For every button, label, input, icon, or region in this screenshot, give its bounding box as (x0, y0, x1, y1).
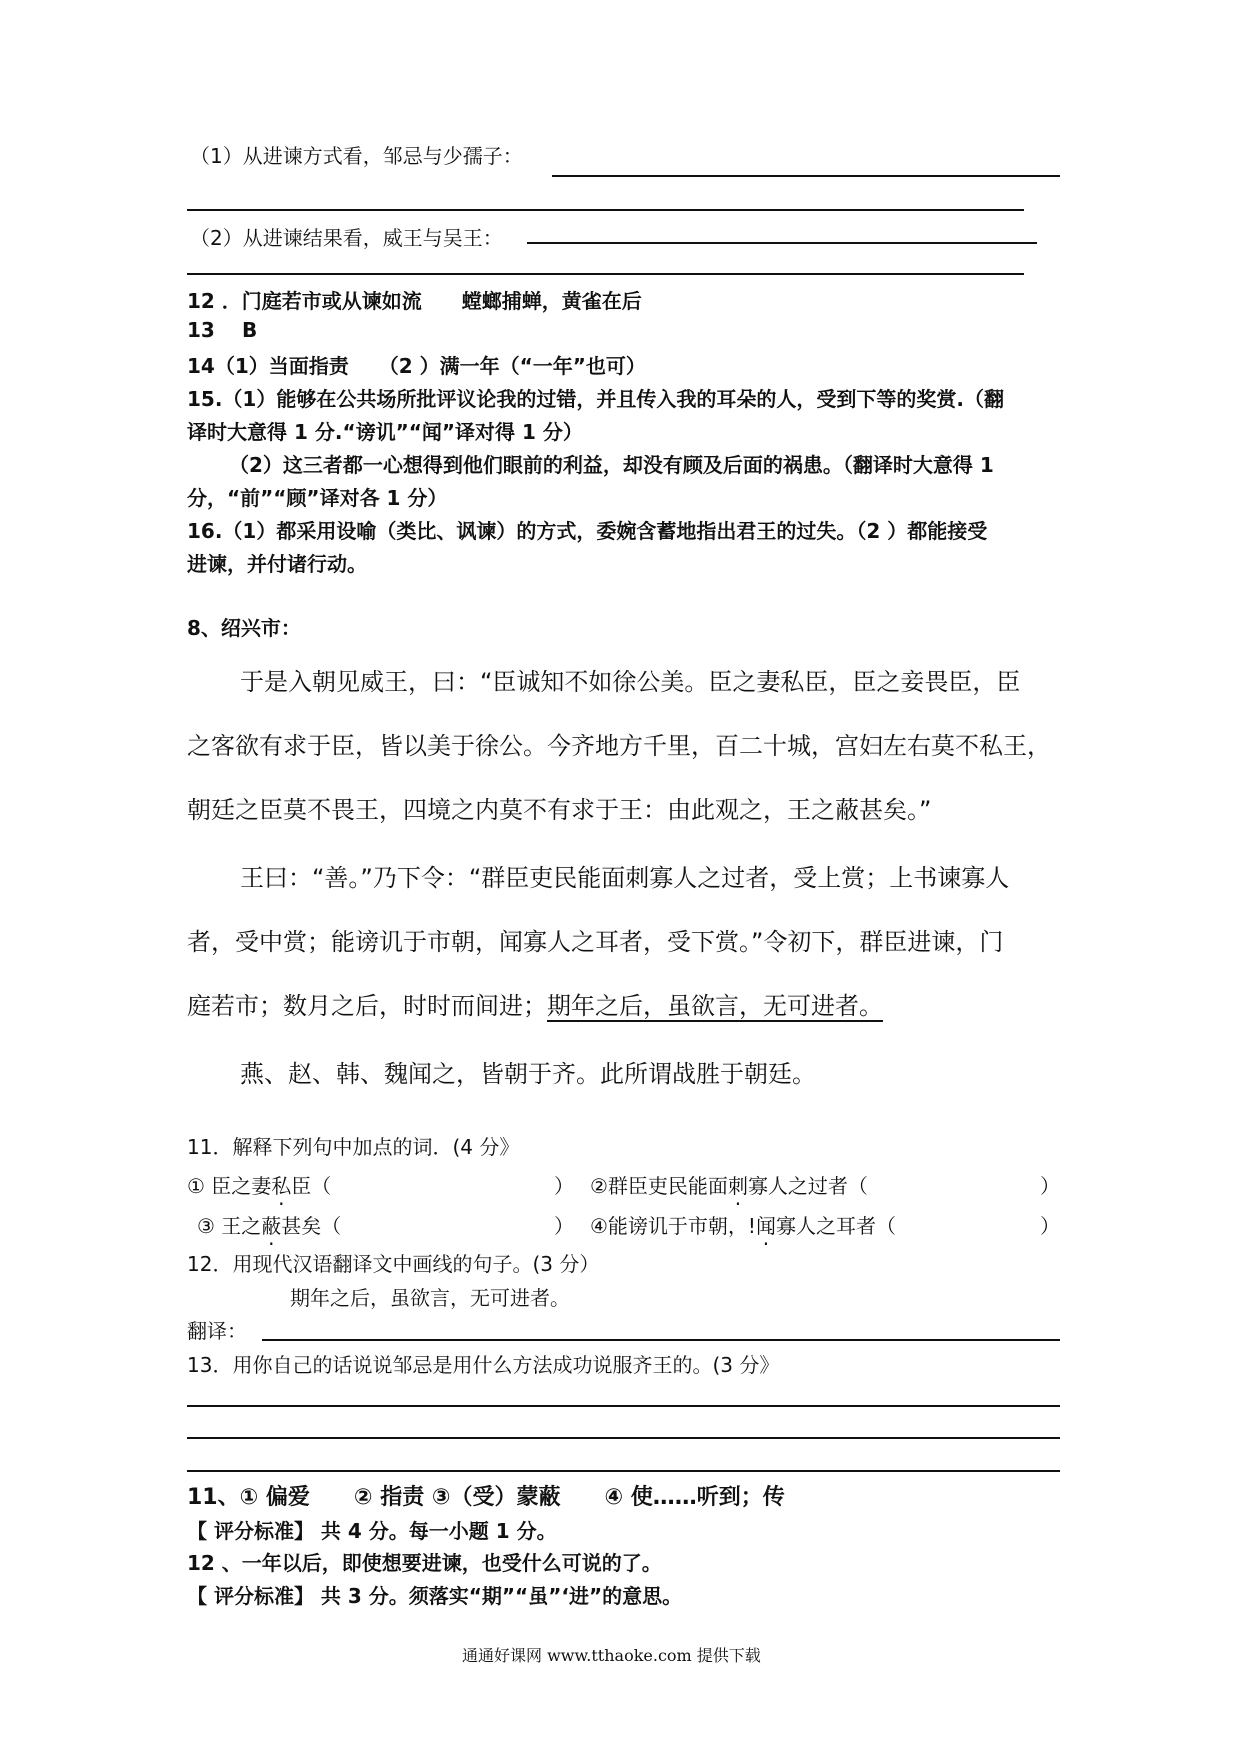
answer-15-line1: 15.（1）能够在公共场所批评议论我的过错，并且传入我的耳朵的人，受到下等的奖赏.（翻 (187, 387, 1004, 411)
answer-15-line2: 译时大意得 1 分.“谤讥”“闻”译对得 1 分） (187, 420, 583, 444)
answer-blank-line (187, 273, 1024, 275)
answer-15-line3: （2）这三者都一心想得到他们眼前的利益，却没有顾及后面的祸患。（翻译时大意得 1 (229, 453, 994, 477)
answer-blank-line (187, 1470, 1060, 1472)
scoring-standard: 【 评分标准】 共 3 分。须落实“期”“虽”‘进”的意思。 (187, 1584, 683, 1608)
q11-item-1: ① 臣之妻私臣（ (187, 1174, 332, 1198)
passage-line: 朝廷之臣莫不畏王，四境之内莫不有求于王：由此观之，王之蔽甚矣。” (187, 796, 932, 824)
answer-blank-line (187, 1437, 1060, 1439)
question-11: 11．解释下列句中加点的词．(4 分》 (187, 1135, 520, 1159)
answer-blank-line (552, 175, 1060, 177)
passage-line: 于是入朝见威王，曰：“臣诚知不如徐公美。臣之妻私臣，臣之妾畏臣，臣 (240, 668, 1021, 696)
dotted-word: 刺 (727, 1174, 748, 1198)
translation-label: 翻译： (187, 1319, 247, 1343)
underlined-sentence: 期年之后，虽欲言，无可进者。 (547, 992, 883, 1020)
answer-15-line4: 分，“前”“顾”译对各 1 分） (187, 486, 448, 510)
passage-line: 燕、赵、韩、魏闻之，皆朝于齐。此所谓战胜于朝廷。 (240, 1060, 816, 1088)
q11-item-2: ②群臣吏民能面刺寡人之过者（ (590, 1174, 868, 1198)
question-12: 12．用现代汉语翻译文中画线的句子。(3 分） (187, 1252, 600, 1276)
dotted-word: 蔽 (261, 1214, 282, 1238)
answer-blank-line (262, 1339, 1060, 1341)
answer-blank-line (187, 209, 1024, 211)
q12-sentence: 期年之后，虽欲言，无可进者。 (290, 1286, 570, 1310)
q11-item-3: ③ 王之蔽甚矣（ (197, 1214, 342, 1238)
page-footer: 通通好课网 www.tthaoke.com 提供下载 (462, 1646, 761, 1665)
q11-close-paren: ） (554, 1174, 574, 1198)
scoring-standard: 【 评分标准】 共 4 分。每一小题 1 分。 (187, 1519, 557, 1543)
dotted-word: 闻 (755, 1214, 776, 1238)
passage-line: 之客欲有求于臣，皆以美于徐公。今齐地方千里，百二十城，宫妇左右莫不私王， (187, 732, 1051, 760)
question-13: 13．用你自己的话说说邹忌是用什么方法成功说服齐王的。(3 分》 (187, 1353, 780, 1377)
passage-line (187, 986, 883, 1021)
q11-item-4: ④能谤讥于市朝，!闻寡人之耳者（ (590, 1214, 896, 1238)
answer-12-b: 12 、一年以后，即使想要进谏，也受什么可说的了。 (187, 1551, 662, 1575)
answer-14: 14（1）当面指责 （2 ）满一年（“一年”也可） (187, 354, 646, 378)
passage-text: 庭若市；数月之后，时时而间进； (187, 992, 547, 1020)
q16-part1-label: （1）从进谏方式看，邹忌与少孺子： (190, 144, 523, 168)
dotted-word: 私 (271, 1174, 292, 1198)
answer-13-value: B (242, 318, 258, 342)
q16-part2-label: （2）从进谏结果看，威王与吴王： (190, 226, 503, 250)
answer-13-number: 13 (187, 318, 215, 342)
passage-line: 者，受中赏；能谤讥于市朝，闻寡人之耳者，受下赏。”令初下，群臣进谏，门 (187, 928, 1004, 956)
answer-blank-line (527, 242, 1037, 244)
q11-close-paren: ） (1040, 1174, 1060, 1198)
answer-16-line1: 16.（1）都采用设喻（类比、讽谏）的方式，委婉含蓄地指出君王的过失。（2 ）都能接受 (187, 519, 988, 543)
answer-blank-line (187, 1405, 1060, 1407)
answer-12: 12 ．门庭若市或从谏如流 螳螂捕蝉，黄雀在后 (187, 289, 642, 313)
q11-close-paren: ） (1040, 1214, 1060, 1238)
answer-11: 11、① 偏爱 ② 指责 ③（受）蒙蔽 ④ 使……听到；传 (187, 1485, 785, 1510)
q11-close-paren: ） (554, 1214, 574, 1238)
passage-line: 王曰：“善。”乃下令：“群臣吏民能面刺寡人之过者，受上赏；上书谏寡人 (240, 864, 1010, 892)
answer-16-line2: 进谏，并付诸行动。 (187, 552, 367, 576)
section-heading: 8、绍兴市： (187, 616, 301, 640)
